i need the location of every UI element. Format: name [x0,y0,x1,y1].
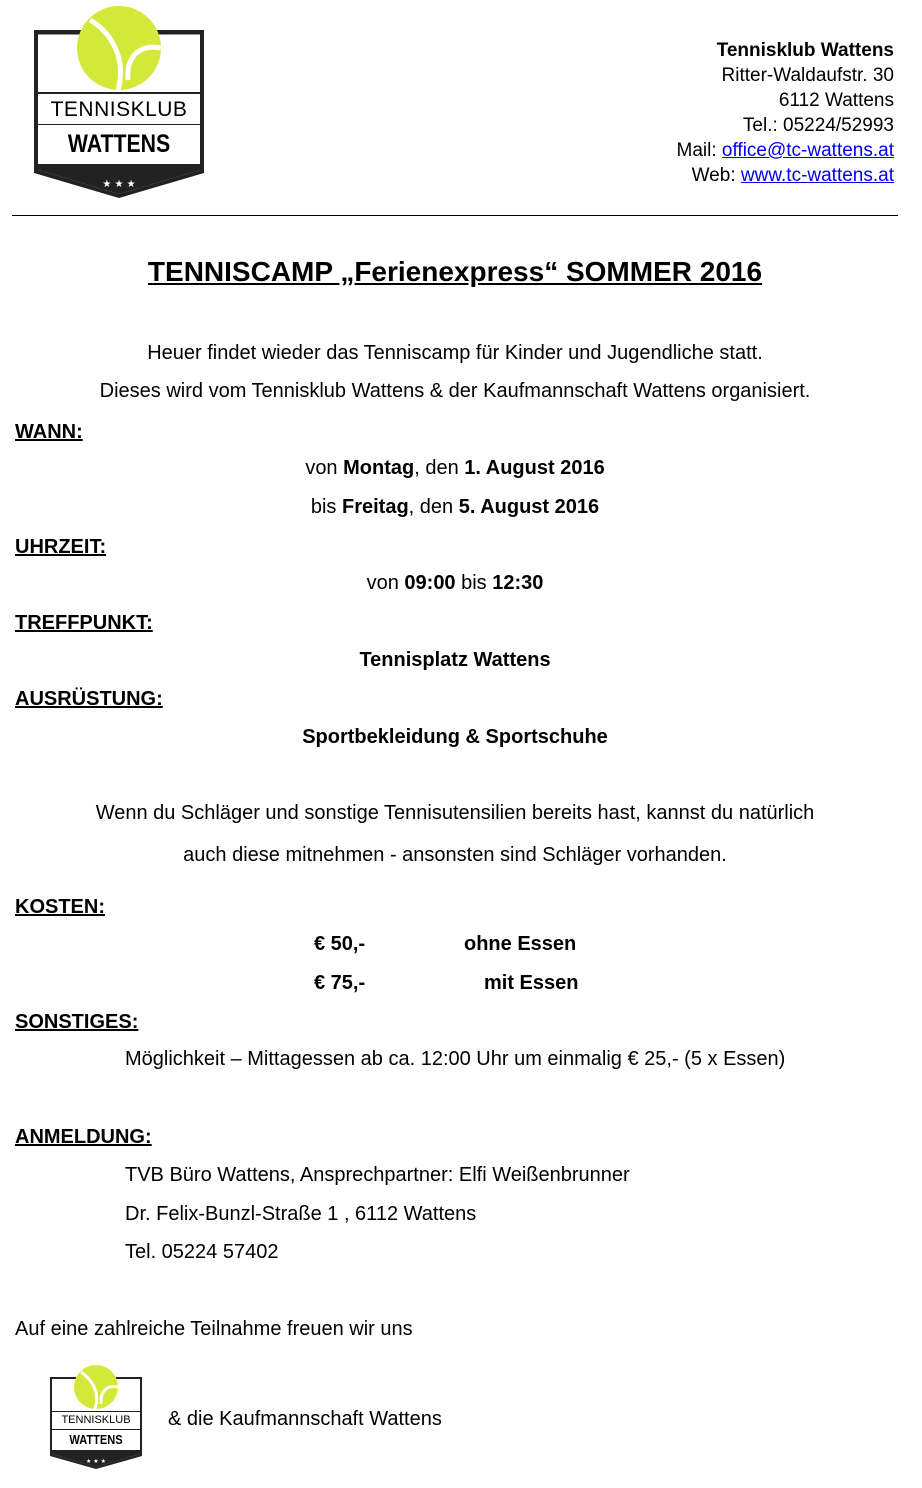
uhrzeit-start: 09:00 [404,572,456,594]
kosten-desc-2: mit Essen [484,972,579,994]
club-mail-line [677,138,894,163]
mail-link[interactable]: office@tc-wattens.at [721,140,894,161]
web-label: Web: [691,165,736,186]
contact-block [677,38,894,188]
anmeldung-line-3: Tel. 05224 57402 [125,1241,279,1263]
footer-logo-line1: TENNISKLUB [61,1414,131,1426]
wann-line1-a: von [305,457,344,479]
kosten-price-2: € 75,- [314,972,366,994]
anmeldung-line-2: Dr. Felix-Bunzl-Straße 1 , 6112 Wattens [125,1203,477,1225]
closing-text: Auf eine zahlreiche Teilnahme freuen wir uns [15,1318,413,1340]
wann-line2-a: bis [310,496,342,518]
sonstiges-label: SONSTIGES: [15,1011,139,1033]
footer-club-logo [48,1363,144,1471]
club-logo [30,4,208,200]
wann-line1-date: 1. August 2016 [464,457,605,479]
hint-line-2: auch diese mitnehmen - ansonsten sind Schläger vorhanden. [183,844,727,866]
logo-line2: WATTENS [67,130,171,158]
page-title-text: TENNISCAMP „Ferienexpress“ SOMMER 2016 [147,256,763,287]
header-divider [12,215,898,216]
uhrzeit-a: von [366,572,405,594]
club-name: Tennisklub Wattens [716,40,894,61]
uhrzeit-end: 12:30 [492,572,544,594]
hint-line-1: Wenn du Schläger und sonstige Tennisutensilien bereits hast, kannst du natürlich [95,802,815,824]
logo-line1: TENNISKLUB [50,98,188,121]
uhrzeit-label: UHRZEIT: [15,536,107,558]
wann-label: WANN: [15,421,83,443]
kosten-desc-1: ohne Essen [464,933,577,955]
page-title [0,256,910,288]
club-web-line [677,163,894,188]
intro-line-2: Dieses wird vom Tennisklub Wattens & der Kaufmannschaft Wattens organisiert. [99,380,811,402]
kosten-price-1: € 50,- [314,933,366,955]
footer-text: & die Kaufmannschaft Wattens [168,1408,442,1430]
club-phone: Tel.: 05224/52993 [742,115,894,136]
treffpunkt-label: TREFFPUNKT: [15,612,153,634]
wann-line-2 [0,496,910,519]
ausruestung-value: Sportbekleidung & Sportschuhe [302,726,608,748]
anmeldung-label: ANMELDUNG: [15,1126,152,1148]
wann-line1-day: Montag [343,457,415,479]
club-street: Ritter-Waldaufstr. 30 [721,65,894,86]
ausruestung-label: AUSRÜSTUNG: [15,688,163,710]
uhrzeit-c: bis [455,572,493,594]
kosten-label: KOSTEN: [15,896,105,918]
sonstiges-value: Möglichkeit – Mittagessen ab ca. 12:00 Uhr um einmalig € 25,- (5 x Essen) [125,1048,786,1070]
wann-line-1 [0,457,910,480]
intro-line-1: Heuer findet wieder das Tenniscamp für Kinder und Jugendliche statt. [147,342,763,364]
web-link[interactable]: www.tc-wattens.at [740,165,894,186]
svg-text:★ ★ ★: ★ ★ ★ [86,1458,106,1465]
treffpunkt-value: Tennisplatz Wattens [359,649,551,671]
wann-line2-day: Freitag [341,496,409,518]
svg-text:★ ★ ★: ★ ★ ★ [102,179,136,190]
wann-line1-c: , den [414,457,465,479]
wann-line2-c: , den [408,496,459,518]
footer-logo-line2: WATTENS [69,1432,123,1447]
club-city: 6112 Wattens [778,90,894,111]
anmeldung-line-1: TVB Büro Wattens, Ansprechpartner: Elfi Weißenbrunner [125,1164,630,1186]
mail-label: Mail: [676,140,717,161]
wann-line2-date: 5. August 2016 [458,496,600,518]
uhrzeit-value [0,572,910,595]
